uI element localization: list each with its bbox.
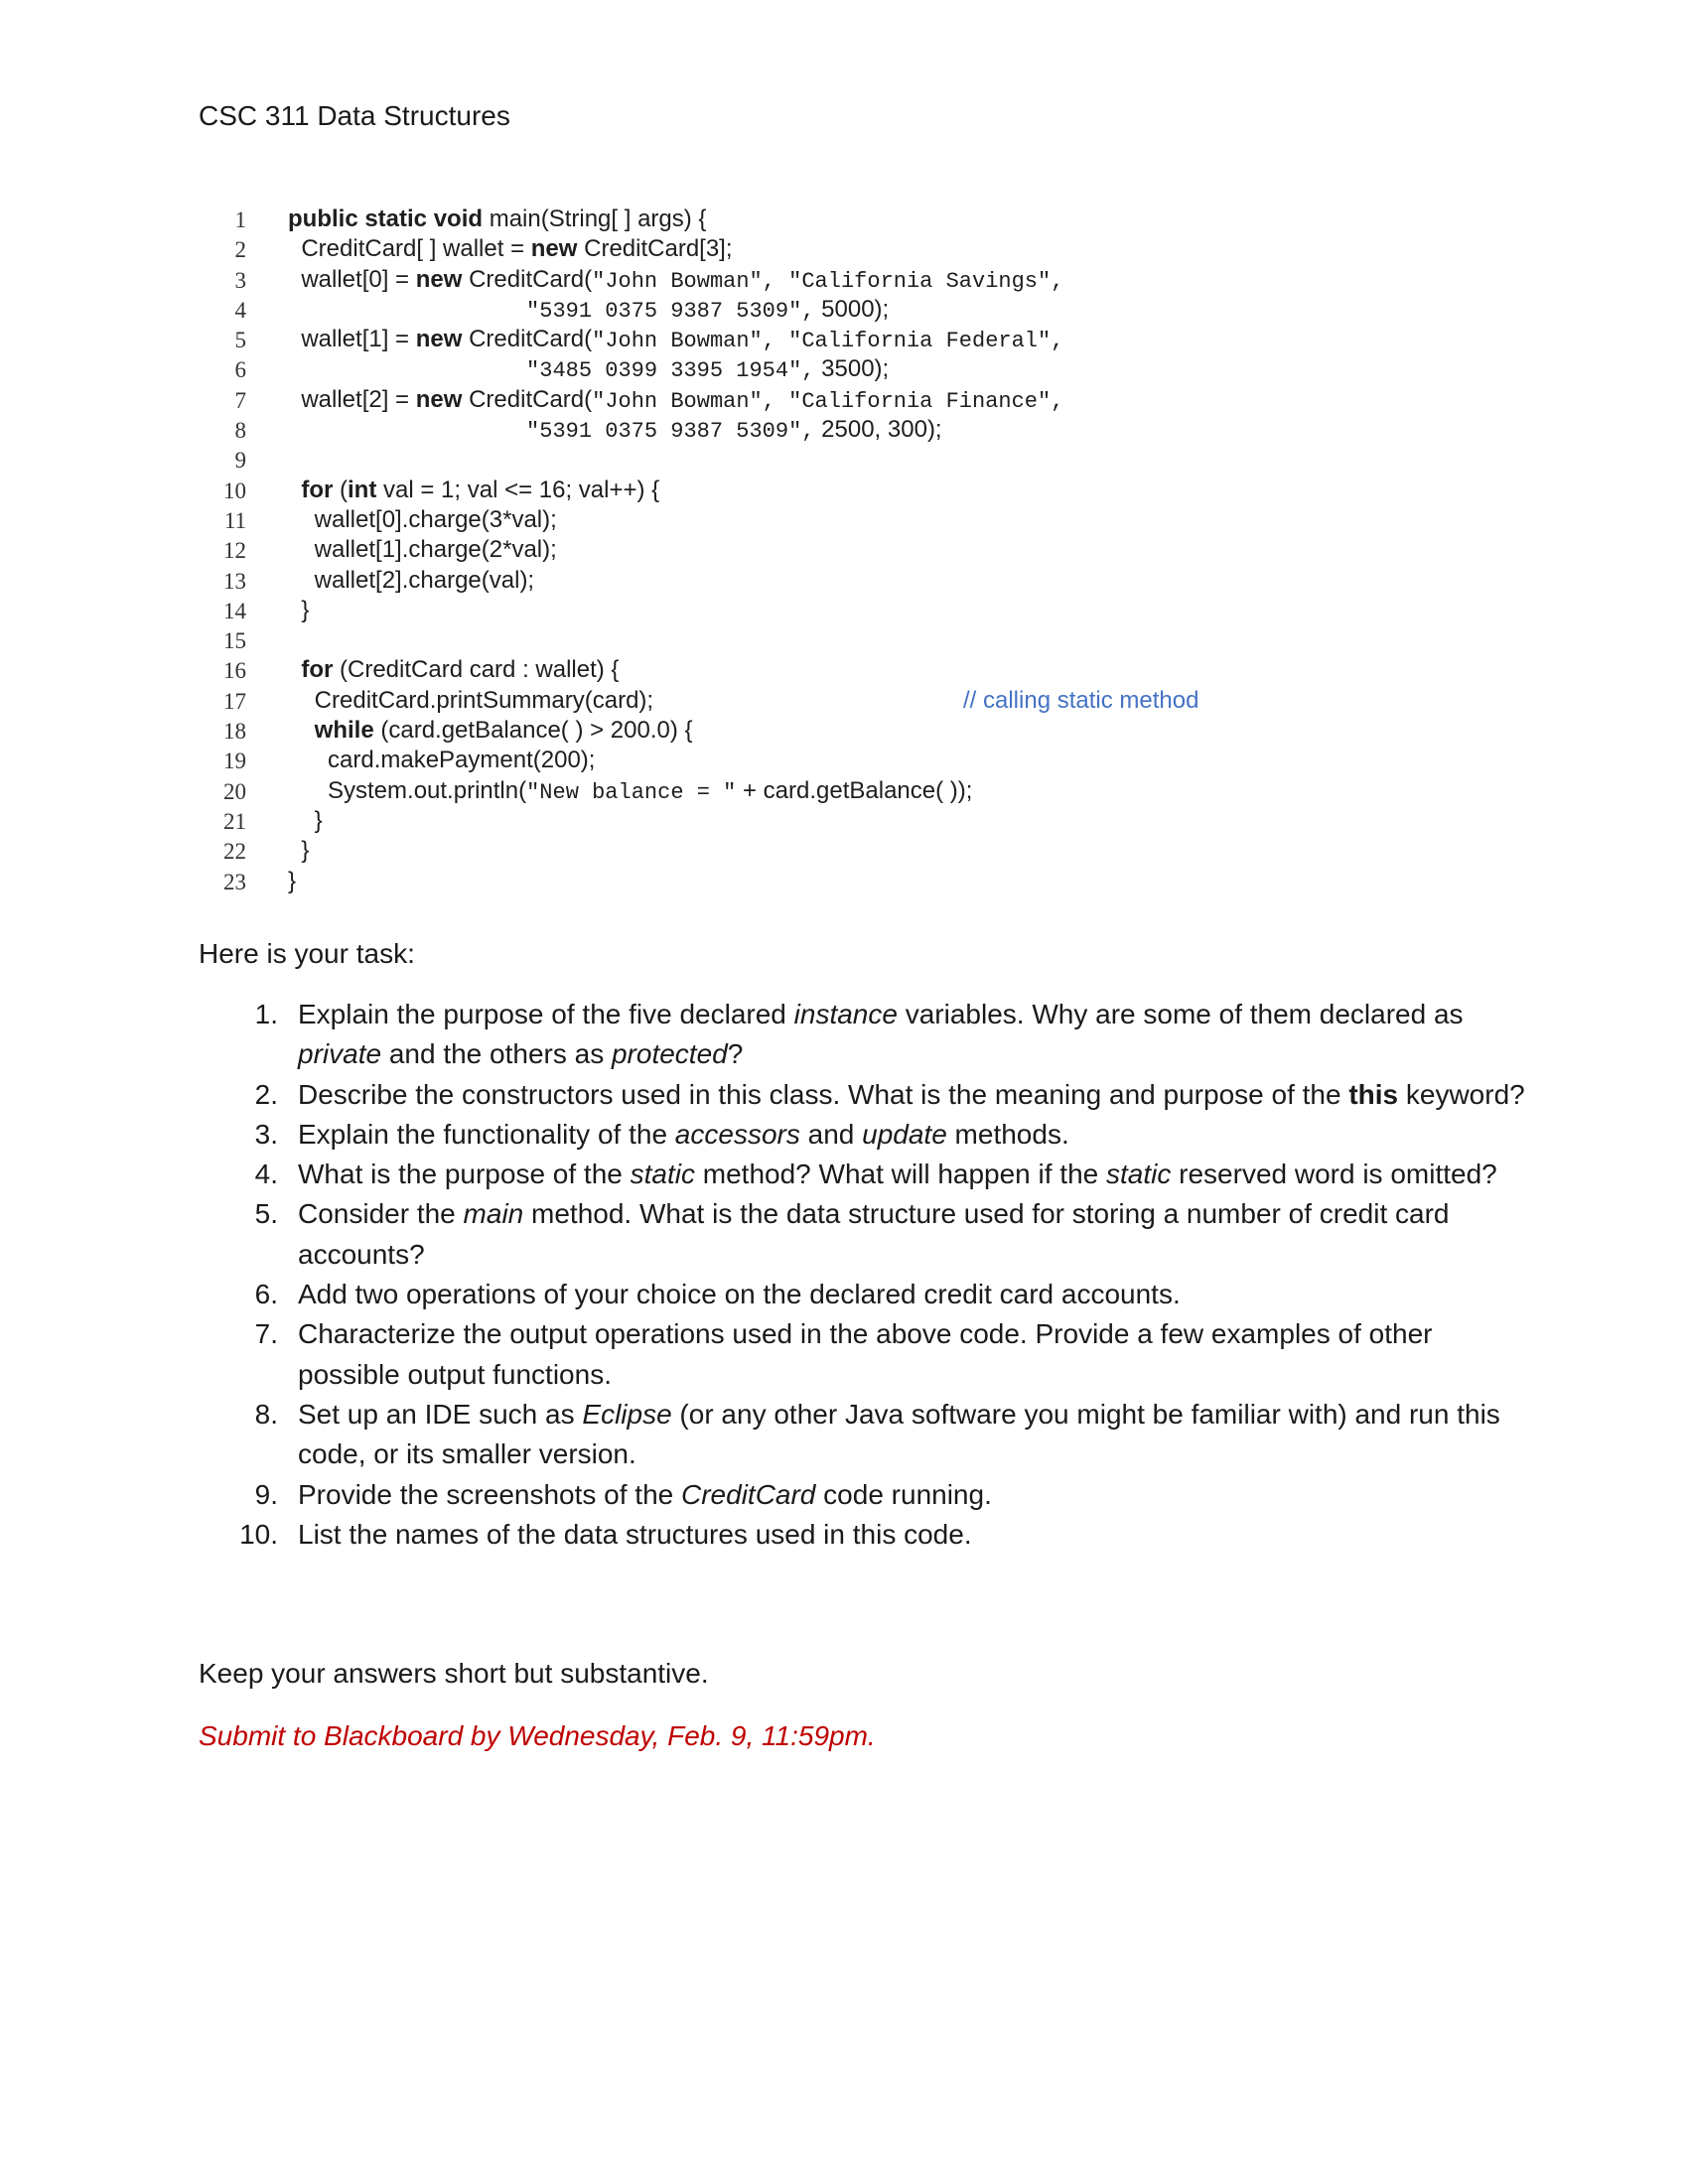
task-item xyxy=(238,1475,1529,1515)
line-number: 12 xyxy=(223,538,246,564)
task-text: and the others as xyxy=(381,1038,612,1070)
task-number: 9. xyxy=(254,1478,278,1510)
task-item xyxy=(238,1314,1529,1395)
code-token: wallet[2].charge(val); xyxy=(288,566,535,594)
task-item xyxy=(238,1115,1529,1155)
task-number: 10. xyxy=(239,1518,278,1550)
code-line xyxy=(199,205,1092,235)
code-line xyxy=(199,235,1092,265)
line-number: 10 xyxy=(223,478,246,503)
code-text xyxy=(288,777,972,805)
code-token: wallet[2] = xyxy=(288,385,416,413)
task-item xyxy=(238,1515,1529,1555)
task-number: 2. xyxy=(254,1078,278,1110)
code-keyword: new xyxy=(530,235,578,263)
task-text: Provide the screenshots of the xyxy=(298,1478,681,1510)
code-token: (CreditCard card : wallet) { xyxy=(333,656,620,684)
code-text xyxy=(288,506,557,534)
task-text: Consider the xyxy=(298,1198,464,1230)
code-token xyxy=(288,296,526,323)
code-token: } xyxy=(288,596,310,623)
code-string: "John Bowman", "California Federal", xyxy=(592,329,1064,354)
code-line xyxy=(199,597,1092,626)
line-number: 5 xyxy=(234,328,246,353)
code-token: System.out.println( xyxy=(288,776,527,804)
code-token: } xyxy=(288,867,297,894)
task-number: 8. xyxy=(254,1398,278,1430)
task-intro: Here is your task: xyxy=(199,938,415,969)
code-text xyxy=(288,326,1063,353)
code-line xyxy=(199,355,1092,385)
task-text: reserved word is omitted? xyxy=(1171,1159,1497,1190)
code-string: "5391 0375 9387 5309", xyxy=(526,298,815,324)
code-text xyxy=(288,296,889,324)
code-line xyxy=(199,446,1092,476)
task-text: methods. xyxy=(946,1118,1069,1150)
task-text: code running. xyxy=(815,1478,992,1510)
code-keyword: for xyxy=(301,476,334,503)
code-line xyxy=(199,416,1092,446)
code-keyword: for xyxy=(301,656,334,684)
task-text: accessors xyxy=(674,1118,800,1150)
code-text xyxy=(288,656,619,684)
code-string: "3485 0399 3395 1954", xyxy=(526,358,815,384)
code-text xyxy=(288,807,323,835)
code-token: wallet[0].charge(3*val); xyxy=(288,505,557,533)
line-number: 2 xyxy=(234,237,246,263)
code-text xyxy=(288,868,296,895)
task-text: Add two operations of your choice on the declared credit card accounts. xyxy=(298,1279,1181,1310)
code-token: 5000); xyxy=(814,295,890,323)
code-token: wallet[1] = xyxy=(288,326,416,353)
task-text: update xyxy=(862,1118,947,1150)
task-number: 7. xyxy=(254,1318,278,1350)
task-text: static xyxy=(630,1159,695,1190)
code-text xyxy=(288,205,706,233)
code-token: val = 1; val <= 16; val++) { xyxy=(376,476,660,503)
code-line xyxy=(199,626,1092,656)
line-number: 7 xyxy=(234,387,246,413)
line-number: 4 xyxy=(234,297,246,323)
task-item xyxy=(238,1395,1529,1475)
code-keyword: new xyxy=(415,385,463,413)
task-item xyxy=(238,1275,1529,1314)
task-item xyxy=(238,995,1529,1075)
code-keyword: public static void xyxy=(288,205,484,232)
line-number: 20 xyxy=(223,778,246,804)
task-text: What is the purpose of the xyxy=(298,1159,631,1190)
line-number: 11 xyxy=(223,507,246,533)
code-line xyxy=(199,567,1092,597)
code-line xyxy=(199,686,1199,717)
code-text xyxy=(288,597,309,624)
task-text: Characterize the output operations used in the above code. Provide a few examples of other possible output functions. xyxy=(298,1318,1433,1390)
code-line xyxy=(199,656,1092,686)
code-line xyxy=(199,506,1092,536)
code-token: wallet[1].charge(2*val); xyxy=(288,536,557,564)
line-number: 9 xyxy=(234,448,246,474)
line-number: 19 xyxy=(223,749,246,774)
line-number: 21 xyxy=(223,808,246,834)
task-text: Explain the purpose of the five declared xyxy=(298,999,794,1029)
line-number: 15 xyxy=(223,628,246,654)
code-text xyxy=(288,687,653,715)
code-line xyxy=(199,807,1092,837)
closing-note: Keep your answers short but substantive. xyxy=(199,1658,709,1689)
code-text xyxy=(288,266,1063,294)
code-keyword: new xyxy=(415,265,463,293)
code-token xyxy=(288,717,315,744)
code-line xyxy=(199,296,1092,326)
task-number: 1. xyxy=(254,999,278,1029)
task-text: private xyxy=(298,1038,382,1070)
task-text: List the names of the data structures used in this code. xyxy=(298,1518,972,1550)
code-text xyxy=(288,477,659,504)
code-string: "New balance = " xyxy=(526,779,737,805)
line-number: 16 xyxy=(223,658,246,684)
code-token xyxy=(288,477,301,503)
code-keyword: new xyxy=(415,326,463,353)
code-token: } xyxy=(288,806,323,834)
line-number: 17 xyxy=(223,688,246,714)
task-text: instance xyxy=(793,999,898,1029)
task-text: keyword? xyxy=(1398,1078,1525,1110)
task-text: and xyxy=(799,1118,863,1150)
code-keyword: while xyxy=(314,717,374,745)
code-text xyxy=(288,567,534,595)
line-number: 23 xyxy=(223,869,246,894)
task-text: method. What is the data structure used for storing a number of credit card accounts? xyxy=(298,1198,1450,1270)
code-text xyxy=(288,536,557,564)
task-number: 4. xyxy=(254,1159,278,1190)
code-token: CreditCard.printSummary(card); xyxy=(288,686,654,714)
code-line xyxy=(199,386,1092,416)
task-number: 5. xyxy=(254,1198,278,1230)
task-text: (or any other Java software you might be familiar with) and run this code, or its smaller version. xyxy=(298,1398,1500,1470)
code-text xyxy=(288,837,309,865)
task-text: this xyxy=(1348,1078,1399,1110)
task-text: Set up an IDE such as xyxy=(298,1398,583,1430)
code-line xyxy=(199,266,1092,296)
task-list xyxy=(238,995,1529,1555)
code-listing xyxy=(199,205,1199,897)
code-line xyxy=(199,777,1092,807)
code-text xyxy=(288,747,595,774)
code-comment: // calling static method xyxy=(963,686,1199,714)
code-line xyxy=(199,747,1092,776)
task-item xyxy=(238,1155,1529,1194)
code-token: CreditCard( xyxy=(462,385,593,413)
code-token: 2500, 300); xyxy=(814,416,942,444)
code-line xyxy=(199,536,1092,566)
code-text xyxy=(288,386,1063,414)
task-number: 6. xyxy=(254,1279,278,1310)
line-number: 18 xyxy=(223,719,246,745)
code-token: + card.getBalance( )); xyxy=(736,776,973,804)
code-token: CreditCard[3]; xyxy=(577,235,733,263)
line-number: 6 xyxy=(234,357,246,383)
code-token: wallet[0] = xyxy=(288,265,416,293)
code-string: "5391 0375 9387 5309", xyxy=(526,419,815,445)
code-string: "John Bowman", "California Savings", xyxy=(592,268,1064,294)
line-number: 3 xyxy=(234,267,246,293)
task-text: Explain the functionality of the xyxy=(298,1118,675,1150)
code-text xyxy=(288,355,889,383)
task-text: method? What will happen if the xyxy=(695,1159,1107,1190)
line-number: 1 xyxy=(234,207,246,232)
code-token: CreditCard( xyxy=(462,265,593,293)
code-token: CreditCard[ ] wallet = xyxy=(288,235,531,263)
task-item xyxy=(238,1075,1529,1115)
task-text: static xyxy=(1106,1159,1172,1190)
code-string: "John Bowman", "California Finance", xyxy=(592,388,1064,414)
code-line xyxy=(199,717,1092,747)
code-token xyxy=(288,656,301,683)
code-token xyxy=(288,355,526,382)
code-text xyxy=(288,717,693,745)
code-line xyxy=(199,868,1092,897)
task-text: Describe the constructors used in this class. What is the meaning and purpose of the xyxy=(298,1078,1349,1110)
line-number: 8 xyxy=(234,418,246,444)
code-line xyxy=(199,477,1092,506)
code-token: CreditCard( xyxy=(462,326,593,353)
code-token: } xyxy=(288,837,310,865)
code-token xyxy=(288,416,526,443)
code-keyword: int xyxy=(348,476,377,503)
task-item xyxy=(238,1194,1529,1275)
task-text: variables. Why are some of them declared as xyxy=(897,999,1464,1029)
task-text: main xyxy=(463,1198,524,1230)
code-text xyxy=(288,235,733,263)
line-number: 14 xyxy=(223,598,246,623)
code-token: main(String[ ] args) { xyxy=(483,205,707,232)
task-text: CreditCard xyxy=(681,1478,816,1510)
code-token: ( xyxy=(333,476,349,503)
code-token: card.makePayment(200); xyxy=(288,747,596,774)
code-token: 3500); xyxy=(814,355,890,383)
line-number: 22 xyxy=(223,839,246,865)
code-line xyxy=(199,326,1092,355)
task-text: ? xyxy=(727,1038,744,1070)
task-text: Eclipse xyxy=(582,1398,672,1430)
task-number: 3. xyxy=(254,1118,278,1150)
task-text: protected xyxy=(611,1038,728,1070)
deadline-note: Submit to Blackboard by Wednesday, Feb. 9, 11:59pm. xyxy=(199,1720,876,1751)
code-text xyxy=(288,416,942,444)
document-header: CSC 311 Data Structures xyxy=(199,100,510,131)
code-token: (card.getBalance( ) > 200.0) { xyxy=(373,717,693,745)
code-line xyxy=(199,837,1092,867)
line-number: 13 xyxy=(223,568,246,594)
